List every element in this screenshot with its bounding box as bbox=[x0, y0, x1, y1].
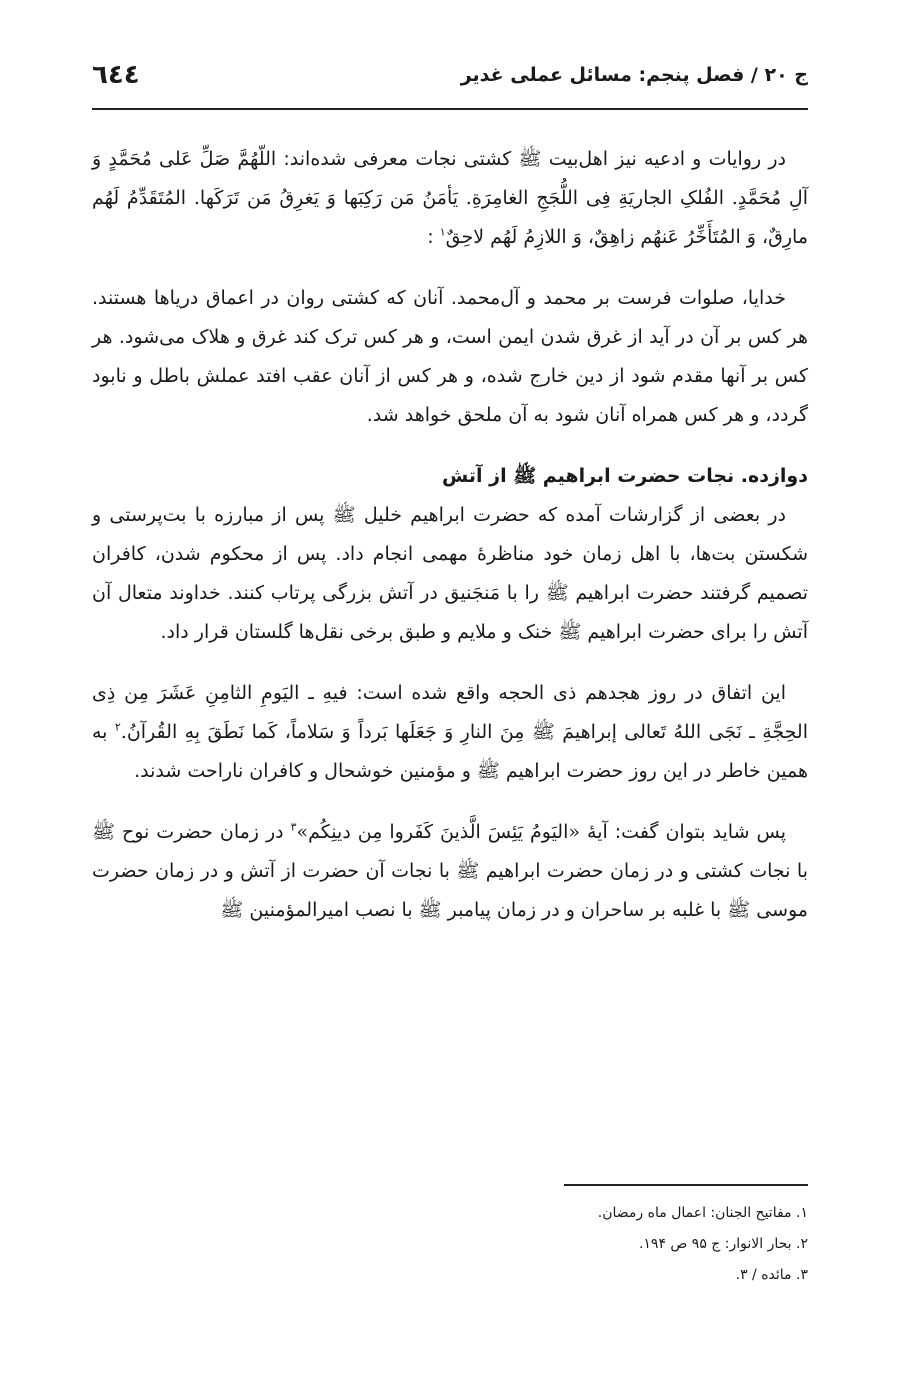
hadith-quote: فیهِ ـ الیَومِ الثامِنِ عَشَرَ مِن ذِی الحِجَّةِ ـ نَجَی اللهُ تَعالی إبراهیمَ ﷺ مِنَ النارِ وَ جَعَلَها بَرداً وَ سَلاماً، کَما نَطَقَ بِهِ القُرآنُ. bbox=[92, 682, 808, 743]
footnote-ref-2: ۲ bbox=[114, 720, 121, 734]
paragraph-1-end: : bbox=[427, 226, 434, 248]
footnote-3: ۳. مائده / ۳. bbox=[735, 1267, 808, 1283]
verse-quote: «الیَومُ یَئِسَ الَّذینَ کَفَروا مِن دینِکُم» bbox=[296, 821, 581, 843]
section-heading: دوازده. نجات حضرت ابراهیم ﷺ از آتش bbox=[442, 465, 808, 487]
paragraph-2: خدایا، صلوات فرست بر محمد و آل‌محمد. آنان که کشتی روان در اعماق دریاها هستند. هر کس بر آن در آید از غرق شدن ایمن است، و هر کس ترک کند غرق و هلاک می‌شود. هر کس بر آنها مقدم شود از دین خارج شده، و هر کس از آنان عقب افتد عملش باطل و نابود گردد، و هر کس همراه آنان شود به آن ملحق خواهد شد. bbox=[92, 287, 808, 426]
paragraph-1-intro: در روایات و ادعیه نیز اهل‌بیت ﷺ کشتی نجات معرفی شده‌اند: bbox=[283, 148, 786, 170]
running-title: ج ۲۰ / فصل پنجم: مسائل عملی غدیر bbox=[460, 64, 808, 86]
paragraph-4-intro: این اتفاق در روز هجدهم ذی الحجه واقع شده است: bbox=[356, 682, 786, 704]
paragraph-3: در بعضی از گزارشات آمده که حضرت ابراهیم خلیل ﷺ پس از مبارزه با بت‌پرستی و شکستن بت‌ها، با اهل زمان خود مناظرهٔ مهمی انجام داد. پس از محکوم شدن، کافران تصمیم گرفتند حضرت ابراهیم ﷺ را با مَنجَنیق در آتش بزرگی پرتاب کنند. خداوند متعال آن آتش را برای حضرت ابراهیم ﷺ خنک و ملایم و طبق برخی نقل‌ها گلستان قرار داد. bbox=[92, 504, 808, 643]
page-header bbox=[92, 58, 808, 110]
prayer-quote: اللّهُمَّ صَلِّ عَلی مُحَمَّدٍ وَ آلِ مُحَمَّدٍ. الفُلکِ الجاریَةِ فِی اللُّجَجِ الغامِرَةِ. یَأمَنُ مَن رَکِبَها وَ یَغرِقُ مَن تَرَکَها. المُتَقَدِّمُ لَهُم مارِقٌ، وَ المُتَأَخِّرُ عَنهُم زاهِقٌ، وَ اللازِمُ لَهُم لاحِقٌ bbox=[92, 148, 808, 248]
paragraph-4 bbox=[92, 674, 808, 791]
page-number: ٦٤٤ bbox=[92, 60, 140, 90]
paragraph-1 bbox=[92, 140, 808, 257]
footnote-separator bbox=[564, 1184, 808, 1186]
footnote-1: ۱. مفاتیح الجنان: اعمال ماه رمضان. bbox=[597, 1205, 808, 1221]
paragraph-5-intro: پس شاید بتوان گفت: آیهٔ bbox=[587, 821, 786, 843]
main-text bbox=[92, 140, 808, 952]
footnote-ref-1: ۱ bbox=[439, 225, 446, 239]
footnote-ref-3: ۳ bbox=[290, 820, 297, 834]
paragraph-5-end: در زمان حضرت نوح ﷺ با نجات کشتی و در زمان حضرت ابراهیم ﷺ با نجات آن حضرت از آتش و در زمان حضرت موسی ﷺ با غلبه بر ساحران و در زمان پیامبر ﷺ با نصب امیرالمؤمنین ﷺ bbox=[92, 821, 808, 921]
paragraph-4-end: به همین خاطر در این روز حضرت ابراهیم ﷺ و مؤمنین خوشحال و کافران ناراحت شدند. bbox=[92, 721, 808, 782]
footnotes bbox=[92, 1198, 808, 1291]
footnote-2: ۲. بحار الانوار: ج ۹۵ ص ۱۹۴. bbox=[638, 1236, 808, 1252]
paragraph-5 bbox=[92, 813, 808, 930]
